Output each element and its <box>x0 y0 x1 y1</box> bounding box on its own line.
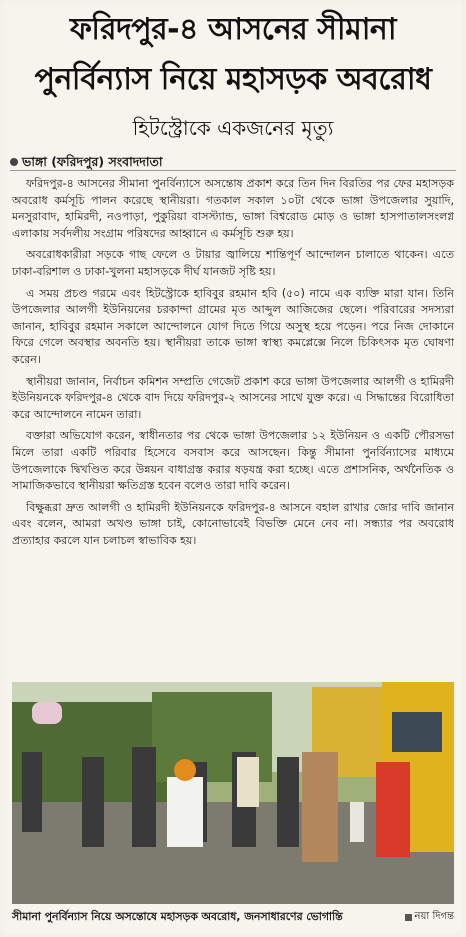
news-photo <box>12 682 454 904</box>
headline-line-2: পুনর্বিন্যাস নিয়ে মহাসড়ক অবরোধ <box>34 62 432 97</box>
credit-text: নয়া দিগন্ত <box>414 911 454 922</box>
photo-caption <box>12 908 454 926</box>
square-icon <box>405 914 412 921</box>
photo-credit <box>405 908 455 926</box>
photo-illustration <box>12 682 454 904</box>
news-clipping <box>4 4 462 933</box>
dateline <box>10 154 162 174</box>
paragraph: অবরোধকারীরা সড়কে গাছ ফেলে ও টায়ার জ্বালিয়ে শান্তিপূর্ণ আন্দোলন চালাতে থাকেন। এতে ঢাকা-বরিশাল ও ঢাকা-খুলনা মহাসড়কে দীর্ঘ যানজট সৃষ্টি হয়। <box>12 248 454 278</box>
headline-line-1: ফরিদপুর-৪ আসনের সীমানা <box>69 12 397 47</box>
article-body <box>12 176 454 554</box>
paragraph: এ সময় প্রচণ্ড গরমে এবং হিটস্ট্রোকে হাবিবুর রহমান হবি (৫০) নামে এক ব্যক্তি মারা যান। তিনি উপজেলার আলগী ইউনিয়নের চরকান্দা গ্রামের মৃত আব্দুল আজিজের ছেলে। পরিবারের সদস্যরা জানান, হাবিবুর রহমান সকালে আন্দোলনে যোগ দিতে গিয়ে অসুস্থ হয়ে পড়েন। পরে নিজ দোকানে ফিরে গেলে অবস্থার অবনতি হয়। স্থানীয়রা তাকে ভাঙ্গা স্বাস্থ্য কমপ্লেক্সে নিলে চিকিৎসক মৃত ঘোষণা করেন। <box>12 286 454 366</box>
divider <box>10 170 456 171</box>
subheadline: হিটস্ট্রোকে একজনের মৃত্যু <box>132 116 334 140</box>
dateline-text: ভাঙ্গা (ফরিদপুর) সংবাদদাতা <box>22 154 163 169</box>
paragraph: বিক্ষুব্ধরা দ্রুত আলগী ও হামিরদী ইউনিয়নকে ফরিদপুর-৪ আসনে বহাল রাখার জোর দাবি জানান এবং বলেন, আমরা অখণ্ড ভাঙ্গা চাই, কোনোভাবেই বিভক্তি মেনে নেব না। সন্ধ্যার পর অবরোধ প্রত্যাহার করলে যান চলাচল স্বাভাবিক হয়। <box>12 500 454 547</box>
paragraph: বক্তারা অভিযোগ করেন, স্বাধীনতার পর থেকে ভাঙ্গা উপজেলার ১২ ইউনিয়ন ও একটি পৌরসভা মিলে তারা একটি পরিবার হিসেবে বসবাস করে আসছেন। কিন্তু সীমানা পুনর্বিন্যাসের মাধ্যমে উপজেলাকে দ্বিখণ্ডিত করে উন্নয়ন বাধাগ্রস্ত করার ষড়যন্ত্র করা হচ্ছে। এতে প্রশাসনিক, অর্থনৈতিক ও সামাজিকভাবে স্থানীয়রা ক্ষতিগ্রস্ত হবেন বলেও তারা দাবি করেন। <box>12 429 454 493</box>
caption-text: সীমানা পুনর্বিন্যাস নিয়ে অসন্তোষে মহাসড়ক অবরোধ, জনসাধারণের ভোগান্তি <box>12 910 343 923</box>
paragraph: স্থানীয়রা জানান, নির্বাচন কমিশন সম্প্রতি গেজেট প্রকাশ করে ভাঙ্গা উপজেলার আলগী ও হামিরদী ইউনিয়নকে ফরিদপুর-৪ থেকে বাদ দিয়ে ফরিদপুর-২ আসনের সাথে যুক্ত করে। এ সিদ্ধান্তের বিরোধিতা করে আন্দোলনে নামেন তারা। <box>12 374 454 421</box>
paragraph: ফরিদপুর-৪ আসনের সীমানা পুনর্বিন্যাসে অসন্তোষ প্রকাশ করে তিন দিন বিরতির পর ফের মহাসড়ক অবরোধ কর্মসূচি পালন করেছে স্থানীয়রা। গতকাল সকাল ১০টা থেকে ভাঙ্গা উপজেলার সুয়াদি, মনসুরাবাদ, হামিরদী, নওপাড়া, পুকুরিয়া বাসস্ট্যান্ড, ভাঙ্গা বিশ্বরোড মোড় ও ভাঙ্গা হাসপাতালসংলগ্ন এলাকায় সর্বদলীয় সংগ্রাম পরিষদের আহ্বানে এ কর্মসূচি শুরু হয়। <box>12 177 454 240</box>
bullet-icon <box>10 158 18 166</box>
